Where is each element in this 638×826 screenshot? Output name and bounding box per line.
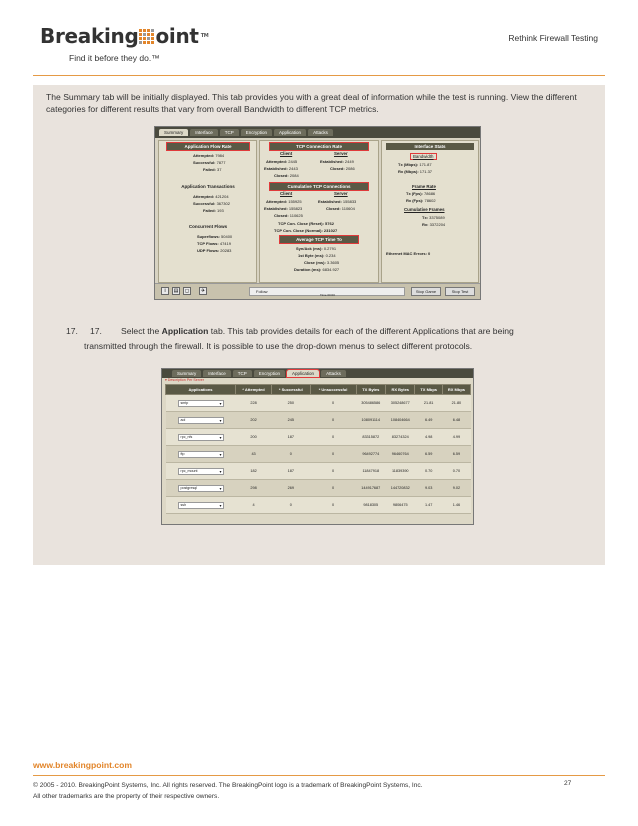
stat-row: Closed: 110625 xyxy=(274,213,303,218)
tab-interface[interactable]: Interface xyxy=(203,370,231,377)
app-flow-rate-header: Application Flow Rate xyxy=(167,143,249,150)
step-bold: Application xyxy=(161,326,209,336)
stat-row: Attempted: 2445 xyxy=(266,159,298,164)
tab-bar xyxy=(162,369,473,378)
table-cell: 187 xyxy=(272,463,310,480)
footer-copyright xyxy=(33,780,573,802)
tab-summary[interactable]: Summary xyxy=(172,370,201,377)
protocol-cell[interactable] xyxy=(166,429,236,446)
summary-tab-screenshot xyxy=(154,126,481,300)
app-transactions-header: Application Transactions xyxy=(181,184,235,189)
tcp-close-reset: TCP Con. Close (Reset): 5762 xyxy=(278,221,334,226)
table-cell: 9806475 xyxy=(386,497,415,514)
stat-row: Closed: 110604 xyxy=(326,206,355,211)
tcp-stats-column xyxy=(259,140,379,283)
protocol-dropdown[interactable]: ftp ▾ xyxy=(178,451,224,458)
table-cell: 0 xyxy=(310,412,356,429)
bandwidth-label: Bandwidth xyxy=(410,153,437,160)
stat-row: Established: 2449 xyxy=(320,159,354,164)
table-cell: 6.48 xyxy=(442,412,470,429)
table-cell: 182 xyxy=(236,463,272,480)
page-number: 27 xyxy=(564,780,572,787)
protocol-cell[interactable] xyxy=(166,446,236,463)
table-cell: 269 xyxy=(272,480,310,497)
table-cell: 200 xyxy=(236,429,272,446)
stop-test-button[interactable]: Stop Test xyxy=(445,287,475,296)
table-cell: 0 xyxy=(272,446,310,463)
table-cell: 9.03 xyxy=(415,480,442,497)
stop-game-button[interactable]: Stop Game xyxy=(411,287,441,296)
stat-row: Rx: 3372204 xyxy=(422,222,446,227)
tab-encryption[interactable]: Encryption xyxy=(241,129,272,136)
table-cell: 0 xyxy=(310,497,356,514)
table-cell: 4 xyxy=(236,497,272,514)
table-cell: 4.98 xyxy=(415,429,442,446)
protocol-cell[interactable] xyxy=(166,412,236,429)
protocol-cell[interactable] xyxy=(166,395,236,412)
stat-row: Rx (Mbps): 171.37 xyxy=(398,169,433,174)
col-rx-bytes: RX Bytes xyxy=(386,385,415,395)
table-cell: 202 xyxy=(236,412,272,429)
table-cell: 0.70 xyxy=(442,463,470,480)
section-title: Rethink Firewall Testing xyxy=(508,33,598,43)
col-tx-bytes: TX Bytes xyxy=(356,385,385,395)
logo-text-point: oint xyxy=(155,24,199,48)
step-17-line2: transmitted through the firewall. It is possible to use the drop-down menus to select different protocols. xyxy=(84,341,473,351)
tab-attacks[interactable]: Attacks xyxy=(321,370,346,377)
protocol-cell[interactable] xyxy=(166,463,236,480)
table-cell: 83315872 xyxy=(356,429,385,446)
tab-tcp[interactable]: TCP xyxy=(220,129,239,136)
test-toolbar xyxy=(155,283,480,299)
tab-summary[interactable]: Summary xyxy=(159,129,188,136)
table-row xyxy=(166,463,471,480)
stat-row: Close (ms): 3.3605 xyxy=(304,260,340,265)
stat-row: Tx: 3375089 xyxy=(422,215,445,220)
table-cell: 9.02 xyxy=(442,480,470,497)
tcp-close-normal: TCP Con. Close (Normal): 231027 xyxy=(274,228,338,233)
stat-row: Attempted: 421204 xyxy=(193,194,229,199)
tab-tcp[interactable]: TCP xyxy=(233,370,252,377)
stat-row: Successful: 367302 xyxy=(193,201,230,206)
header-divider xyxy=(33,75,605,76)
table-header-row xyxy=(166,385,471,395)
protocol-dropdown[interactable]: ssh ▾ xyxy=(178,502,224,509)
table-cell: 108091114 xyxy=(356,412,385,429)
interface-stats-header: Interface Stats xyxy=(386,143,474,150)
stat-row: Tx (Fps): 78686 xyxy=(406,191,436,196)
stat-row: Failed: 193 xyxy=(203,208,224,213)
table-cell: 144720832 xyxy=(386,480,415,497)
table-row xyxy=(166,446,471,463)
table-cell: 11839390 xyxy=(386,463,415,480)
stat-row: Closed: 2084 xyxy=(274,173,299,178)
table-row xyxy=(166,412,471,429)
cumulative-frames-label: Cumulative Frames xyxy=(404,207,445,212)
step-text-after: tab. This tab provides details for each of the different Applications that are being xyxy=(208,326,514,336)
tagline: Find it before they do.™ xyxy=(69,53,160,63)
window-icon[interactable]: ◻ xyxy=(184,288,190,294)
stat-row: Established: 2443 xyxy=(264,166,298,171)
table-row xyxy=(166,429,471,446)
table-cell: 0 xyxy=(310,395,356,412)
stat-row: Closed: 2086 xyxy=(330,166,355,171)
tab-encryption[interactable]: Encryption xyxy=(254,370,285,377)
stat-row: Successful: 7877 xyxy=(193,160,226,165)
tcp-connection-rate-header: TCP Connection Rate xyxy=(270,143,368,150)
protocol-dropdown[interactable]: postgresql ▾ xyxy=(178,485,224,492)
table-cell: 21.80 xyxy=(442,395,470,412)
concurrent-flows-header: Concurrent Flows xyxy=(188,224,228,229)
table-cell: 1.47 xyxy=(415,497,442,514)
follow-label: Follow xyxy=(256,289,268,294)
table-cell: 96460764 xyxy=(386,446,415,463)
stat-row: Syn/Ack (ms): 0.2791 xyxy=(296,246,337,251)
table-cell: 6.49 xyxy=(415,412,442,429)
trademark-line: All other trademarks are the property of their respective owners. xyxy=(33,793,220,800)
protocol-dropdown[interactable]: rpc_mount ▾ xyxy=(178,468,224,475)
table-cell: 0 xyxy=(310,429,356,446)
table-cell: 108404664 xyxy=(386,412,415,429)
footer-divider xyxy=(33,775,605,776)
intro-paragraph: The Summary tab will be initially displayed. This tab provides you with a great deal of information while the test is running. View the different categories for different results that vary from overall Bandwidth to different TCP metrics. xyxy=(46,92,577,114)
col-tx-mbps: TX Mbps xyxy=(415,385,442,395)
interface-stats-column xyxy=(381,140,479,283)
table-cell: 21.81 xyxy=(415,395,442,412)
logo-grid-icon xyxy=(139,29,154,44)
table-cell: 0 xyxy=(310,446,356,463)
frame-rate-label: Frame Rate xyxy=(412,184,436,189)
app-stats-column xyxy=(158,140,257,283)
mac-errors: Ethernet MAC Errors: 0 xyxy=(386,251,431,256)
col-unsuccessful[interactable]: * Unsuccessful xyxy=(310,385,356,395)
report-icon[interactable]: ▤ xyxy=(173,288,179,294)
tab-bar xyxy=(155,127,480,138)
col-applications: Applications xyxy=(166,385,236,395)
stat-row: Attempted: 155925 xyxy=(266,199,302,204)
avg-tcp-time-header: Average TCP Time To xyxy=(280,236,358,243)
table-cell: 0 xyxy=(310,480,356,497)
stat-row: Rx (Fps): 78602 xyxy=(406,198,436,203)
table-cell: 245 xyxy=(272,412,310,429)
table-cell: 0 xyxy=(310,463,356,480)
table-row xyxy=(166,497,471,514)
tab-application[interactable]: Application xyxy=(274,129,306,136)
copyright-line: © 2005 - 2010. BreakingPoint Systems, Inc. All rights reserved. The BreakingPoint logo is a trademark of BreakingPoint Systems, Inc. xyxy=(33,782,423,789)
table-cell: 1.46 xyxy=(442,497,470,514)
stat-row: Tx (Mbps): 171.87 xyxy=(398,162,432,167)
stat-row: Superflows: 50400 xyxy=(197,234,233,239)
step-text-before: Select the xyxy=(121,326,162,336)
protocol-dropdown[interactable]: aol ▾ xyxy=(178,417,224,424)
table-cell: 0 xyxy=(272,497,310,514)
table-cell: 9818305 xyxy=(356,497,385,514)
table-cell: 43 xyxy=(236,446,272,463)
table-cell: 187 xyxy=(272,429,310,446)
col-rx-mbps: RX Mbps xyxy=(442,385,470,395)
table-cell: 250 xyxy=(272,395,310,412)
application-tab-screenshot xyxy=(161,368,474,525)
progress-time: Time 00:00 xyxy=(320,293,335,297)
table-cell: 4.99 xyxy=(442,429,470,446)
tab-interface[interactable]: Interface xyxy=(190,129,218,136)
table-cell: 6.59 xyxy=(442,446,470,463)
follow-progress[interactable] xyxy=(249,287,405,296)
col-attempted[interactable]: * Attempted xyxy=(236,385,272,395)
stat-row: 1st Byte (ms): 0.234 xyxy=(298,253,336,258)
col-successful[interactable]: * Successful xyxy=(272,385,310,395)
description-toggle[interactable]: ▾ Description Per Server xyxy=(165,378,204,382)
protocol-cell[interactable] xyxy=(166,480,236,497)
server-label: Server xyxy=(334,191,348,196)
cumulative-tcp-header: Cumulative TCP Connections xyxy=(270,183,368,190)
tab-attacks[interactable]: Attacks xyxy=(308,129,333,136)
client-label: Client xyxy=(280,151,293,156)
table-cell: 11847918 xyxy=(356,463,385,480)
stat-row: Duration (ms): 6834.927 xyxy=(294,267,340,272)
table-cell: 298 xyxy=(236,480,272,497)
stat-row: Attempted: 7984 xyxy=(193,153,225,158)
protocol-dropdown[interactable]: smtp ▾ xyxy=(178,400,224,407)
table-cell: 228 xyxy=(236,395,272,412)
protocol-cell[interactable] xyxy=(166,497,236,514)
applications-table xyxy=(165,384,471,514)
step-17 xyxy=(66,322,596,341)
stat-row: Established: 155823 xyxy=(264,206,303,211)
table-row xyxy=(166,480,471,497)
tab-application[interactable]: Application xyxy=(287,370,319,377)
info-icon[interactable]: i xyxy=(161,287,169,295)
protocol-dropdown[interactable]: rpc_nfs ▾ xyxy=(178,434,224,441)
stat-row: TCP Flows: 47419 xyxy=(197,241,231,246)
server-label: Server xyxy=(334,151,348,156)
table-cell: 305248677 xyxy=(386,395,415,412)
stat-row: UDP Flows: 20283 xyxy=(197,248,232,253)
table-cell: 96492774 xyxy=(356,446,385,463)
table-cell: 305486586 xyxy=(356,395,385,412)
step-number-prefix: 17. xyxy=(66,326,78,336)
client-label: Client xyxy=(280,191,293,196)
step-number: 17. xyxy=(90,326,102,336)
stat-row: Failed: 37 xyxy=(203,167,222,172)
table-row xyxy=(166,395,471,412)
tool-icon[interactable]: ✈ xyxy=(200,288,206,294)
logo-tm: TM xyxy=(200,33,209,39)
logo-text-breaking: Breaking xyxy=(40,24,139,48)
table-cell: 83274324 xyxy=(386,429,415,446)
stat-row: Established: 155833 xyxy=(318,199,357,204)
footer-url[interactable]: www.breakingpoint.com xyxy=(33,760,132,770)
table-cell: 0.70 xyxy=(415,463,442,480)
table-cell: 6.59 xyxy=(415,446,442,463)
table-cell: 144917687 xyxy=(356,480,385,497)
breakingpoint-logo xyxy=(40,24,208,48)
